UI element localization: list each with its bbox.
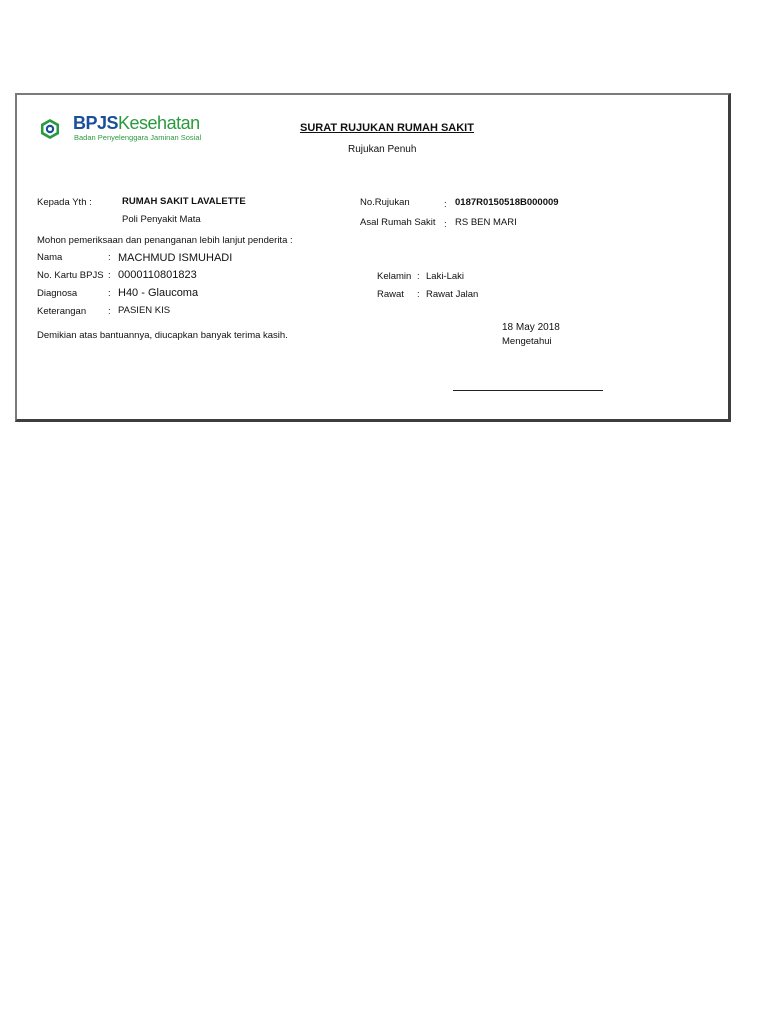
- document-title: SURAT RUJUKAN RUMAH SAKIT: [300, 122, 474, 134]
- gender: Laki-Laki: [426, 271, 465, 282]
- bpjs-logo-icon: [39, 118, 61, 140]
- patient-name-label: Nama: [37, 252, 63, 263]
- care-type-colon: :: [417, 289, 420, 300]
- recipient-department: Poli Penyakit Mata: [122, 214, 201, 225]
- gender-label: Kelamin: [377, 271, 412, 282]
- diagnosis: H40 - Glaucoma: [118, 287, 199, 299]
- signature-date: 18 May 2018: [502, 322, 560, 333]
- bpjs-card-colon: :: [108, 270, 111, 281]
- patient-name: MACHMUD ISMUHADI: [118, 252, 233, 264]
- closing-text: Demikian atas bantuannya, diucapkan banyak terima kasih.: [37, 330, 288, 341]
- patient-name-colon: :: [108, 252, 111, 263]
- request-text: Mohon pemeriksaan dan penanganan lebih lanjut penderita :: [37, 235, 293, 246]
- signature-label: Mengetahui: [502, 336, 552, 347]
- referral-number-colon: :: [444, 199, 447, 210]
- note-colon: :: [108, 306, 111, 317]
- logo-brand-suffix: Kesehatan: [118, 113, 200, 133]
- document-subtitle: Rujukan Penuh: [348, 144, 417, 155]
- note: PASIEN KIS: [118, 305, 171, 316]
- diagnosis-colon: :: [108, 288, 111, 299]
- gender-colon: :: [417, 271, 420, 282]
- bpjs-card-number: 0000110801823: [118, 269, 197, 281]
- bpjs-card-label: No. Kartu BPJS: [37, 270, 104, 281]
- origin-hospital-colon: :: [444, 219, 447, 230]
- care-type: Rawat Jalan: [426, 289, 479, 300]
- referral-number-label: No.Rujukan: [360, 197, 410, 208]
- recipient-label: Kepada Yth :: [37, 197, 92, 208]
- logo-subtitle: Badan Penyelenggara Jaminan Sosial: [74, 133, 202, 142]
- recipient-hospital: RUMAH SAKIT LAVALETTE: [122, 196, 246, 207]
- origin-hospital: RS BEN MARI: [455, 217, 517, 228]
- origin-hospital-label: Asal Rumah Sakit: [360, 217, 436, 228]
- logo-brand: BPJS: [73, 113, 119, 133]
- care-type-label: Rawat: [377, 289, 404, 300]
- signature-line: [453, 390, 603, 391]
- note-label: Keterangan: [37, 306, 87, 317]
- logo-wordmark: [73, 113, 200, 133]
- diagnosis-label: Diagnosa: [37, 288, 78, 299]
- referral-number: 0187R0150518B000009: [455, 197, 559, 208]
- referral-letter: [15, 93, 731, 422]
